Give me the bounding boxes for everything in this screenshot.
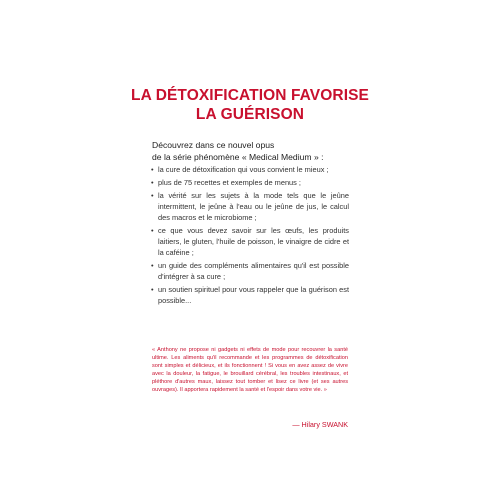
list-item-text: plus de 75 recettes et exemples de menus ; xyxy=(158,178,301,187)
bullet-icon: • xyxy=(151,191,154,200)
title-line-2: LA GUÉRISON xyxy=(195,106,305,123)
list-item-text: la vérité sur les sujets à la mode tels que le jeûne intermittent, le jeûne à l'eau ou le jeûne de jus, le calcul des macros et le microbiome ; xyxy=(158,191,349,222)
list-item-text: la cure de détoxification qui vous convient le mieux ; xyxy=(158,165,329,174)
bullet-icon: • xyxy=(151,165,154,174)
bullet-icon: • xyxy=(151,178,154,187)
list-item xyxy=(151,284,349,306)
list-item xyxy=(151,260,349,282)
intro-line-1: Découvrez dans ce nouvel opus xyxy=(152,140,275,150)
quote-text: « Anthony ne propose ni gadgets ni effets de mode pour recouvrer la santé ultime. Les aliments qu'il recommande et les programmes de détoxification sont simples et délicieux, et ils fonctionnent ! Si vous en avez assez de vivre avec la douleur, la fatigue, le brouillard cérébral, les troubles intestinaux, et pléthore d'autres maux, laissez tout tomber et lisez ce livre (et ses autres ouvrages). Il apportera rapidement la santé et l'espoir dans votre vie. » xyxy=(152,347,348,394)
intro-line-2: de la série phénomène « Medical Medium » : xyxy=(152,152,324,162)
list-item-text: ce que vous devez savoir sur les œufs, les produits laitiers, le gluten, l'huile de poisson, le vinaigre de cidre et la caféine ; xyxy=(158,226,349,257)
list-item xyxy=(151,177,349,188)
title-line-1: LA DÉTOXIFICATION FAVORISE xyxy=(131,87,369,104)
list-item xyxy=(151,164,349,175)
list-item-text: un soutien spirituel pour vous rappeler que la guérison est possible... xyxy=(158,285,349,305)
list-item xyxy=(151,190,349,223)
intro-text xyxy=(152,139,352,163)
testimonial-quote xyxy=(152,346,348,395)
list-item xyxy=(151,225,349,258)
bullet-icon: • xyxy=(151,261,154,270)
feature-list xyxy=(151,164,349,308)
quote-author: — Hilary SWANK xyxy=(292,420,348,429)
list-item-text: un guide des compléments alimentaires qu'il est possible d'intégrer à sa cure ; xyxy=(158,261,349,281)
bullet-icon: • xyxy=(151,226,154,235)
bullet-icon: • xyxy=(151,285,154,294)
page-title xyxy=(130,86,370,124)
